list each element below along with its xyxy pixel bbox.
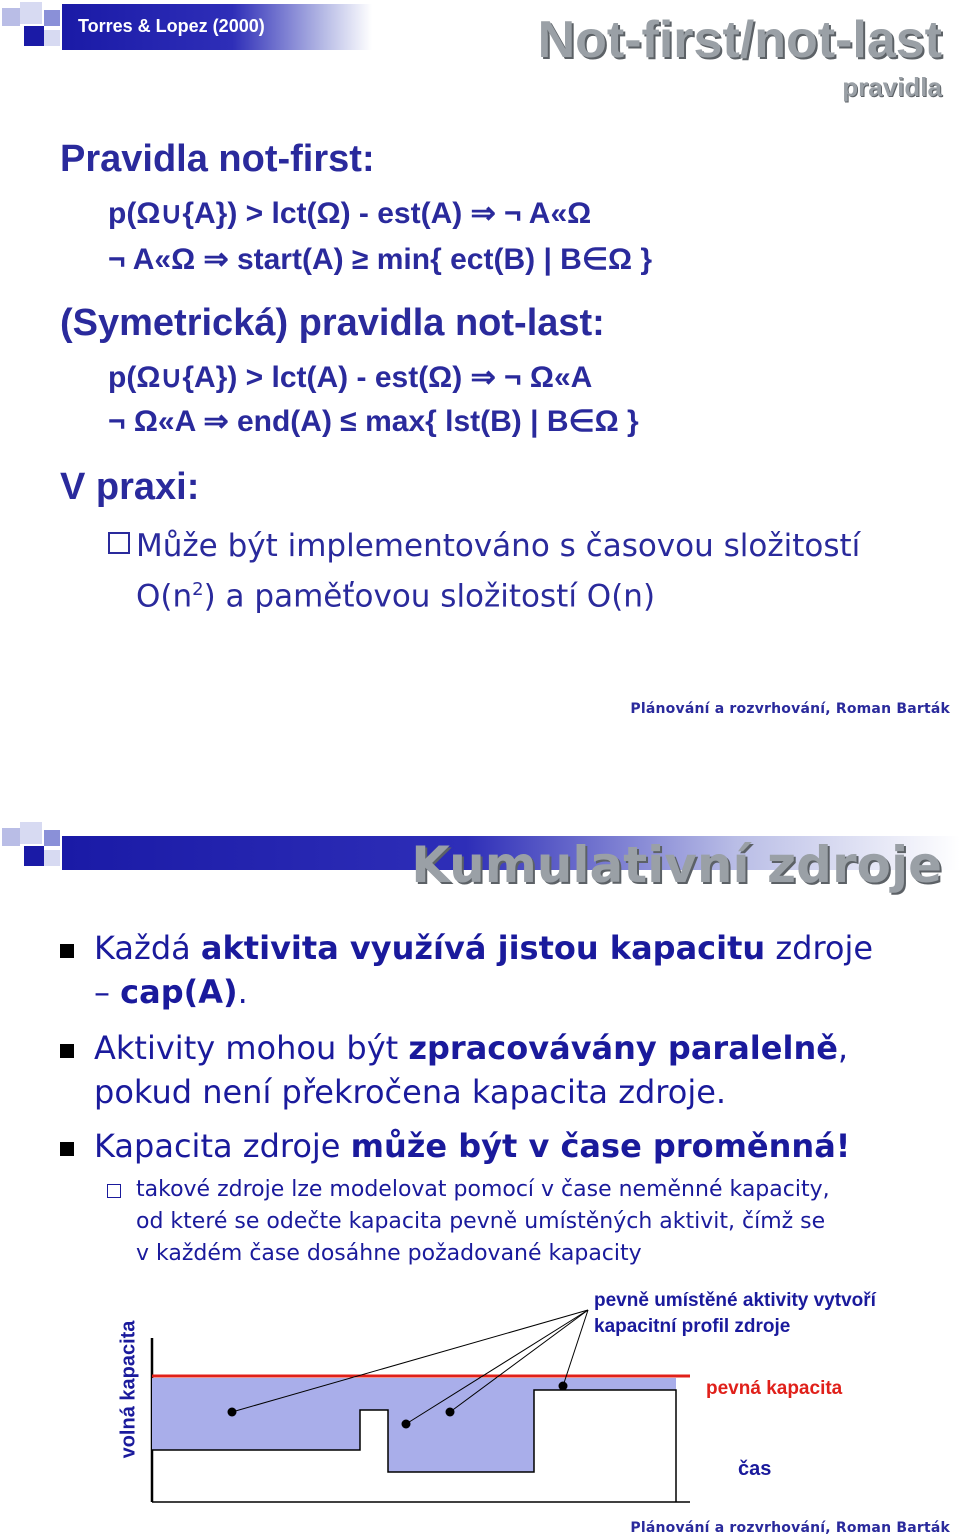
- activity-block: [360, 1378, 388, 1410]
- praxi-line-2a: O(n: [136, 578, 193, 615]
- footer-slide1: Plánování a rozvrhování, Roman Barták: [630, 701, 950, 717]
- rule-not-first-1: p(Ω∪{A}) > lct(Ω) - est(A) ⇒ ¬ A«Ω: [108, 197, 592, 230]
- square-bullet-icon: [60, 944, 74, 958]
- slide-title: Kumulativní zdroje: [411, 836, 942, 894]
- deco-square: [2, 828, 20, 846]
- deco-square: [20, 822, 42, 844]
- deco-square: [24, 26, 44, 46]
- bullet-1-bold: aktivita využívá jistou kapacitu: [200, 929, 766, 967]
- slide-subtitle: pravidla: [842, 72, 942, 102]
- bullet-2: [94, 1026, 944, 1114]
- rule-not-first-2: ¬ A«Ω ⇒ start(A) ≥ min{ ect(B) | B∈Ω }: [108, 243, 653, 276]
- pointer-dot: [402, 1420, 411, 1429]
- bullet-1-dash: –: [94, 973, 121, 1011]
- praxi-line-2b: ) a paměťovou složitostí O(n): [203, 578, 656, 615]
- square-bullet-icon: [60, 1142, 74, 1156]
- deco-square: [24, 846, 44, 866]
- bullet-2-comma: ,: [837, 1029, 849, 1067]
- bullet-1-text-a: Každá: [94, 929, 201, 967]
- deco-square: [44, 10, 60, 26]
- pointer-dot: [228, 1408, 237, 1417]
- deco-square: [44, 850, 60, 866]
- annotation: [594, 1288, 876, 1340]
- bullet-2-text-a: Aktivity mohou být: [94, 1029, 409, 1067]
- deco-square: [2, 8, 20, 26]
- pointer-dot: [446, 1408, 455, 1417]
- bullet-1: [94, 926, 944, 1014]
- activity-block: [152, 1378, 360, 1450]
- square-bullet-icon: [60, 1044, 74, 1058]
- praxi-line-1: Může být implementováno s časovou složitostí: [136, 528, 861, 564]
- heading-praxi: V praxi:: [60, 466, 200, 508]
- footer-slide2: Plánování a rozvrhování, Roman Barták: [630, 1520, 950, 1536]
- sub-line-2: od které se odečte kapacita pevně umístěných aktivit, čímž se: [136, 1209, 826, 1234]
- fixed-capacity-label: pevná kapacita: [706, 1378, 843, 1399]
- heading-not-last: (Symetrická) pravidla not-last:: [60, 302, 605, 344]
- square-bullet-icon: [107, 1184, 121, 1198]
- pointer-dot: [559, 1382, 568, 1391]
- activity-block: [534, 1378, 676, 1390]
- annotation-line-2: kapacitní profil zdroje: [594, 1316, 791, 1337]
- square-bullet-icon: [108, 532, 130, 554]
- annotation-line-1: pevně umístěné aktivity vytvoří: [594, 1290, 876, 1311]
- activity-blocks: [152, 1378, 676, 1502]
- sub-line-3: v každém čase dosáhne požadované kapacity: [136, 1241, 642, 1266]
- bullet-3-text: Kapacita zdroje: [94, 1127, 351, 1165]
- bullet-3: [94, 1124, 850, 1168]
- deco-square: [20, 2, 42, 24]
- rule-not-last-1: p(Ω∪{A}) > lct(A) - est(Ω) ⇒ ¬ Ω«A: [108, 361, 593, 394]
- header-author: Torres & Lopez (2000): [78, 16, 265, 36]
- bullet-1-cap: cap(A): [120, 973, 238, 1011]
- slide-title: Not-first/not-last: [537, 11, 942, 69]
- bullet-2-bold: zpracovávány paralelně: [408, 1029, 838, 1067]
- bullet-1-dot: .: [237, 973, 248, 1011]
- rule-not-last-2: ¬ Ω«A ⇒ end(A) ≤ max{ lst(B) | B∈Ω }: [108, 405, 639, 438]
- deco-square: [44, 830, 60, 846]
- x-axis-label: čas: [738, 1458, 772, 1480]
- y-axis-label: volná kapacita: [117, 1320, 140, 1459]
- bullet-3-bold: může být v čase proměnná!: [350, 1127, 851, 1165]
- sub-line-1: takové zdroje lze modelovat pomocí v čase neměnné kapacity,: [136, 1177, 830, 1202]
- praxi-sup: 2: [192, 579, 204, 600]
- deco-square: [44, 30, 60, 46]
- sub-bullet: [136, 1174, 946, 1270]
- heading-not-first: Pravidla not-first:: [60, 138, 375, 180]
- bullet-2-line-2: pokud není překročena kapacita zdroje.: [94, 1073, 727, 1111]
- praxi-item: [108, 524, 938, 618]
- bullet-1-text-b: zdroje: [765, 929, 874, 967]
